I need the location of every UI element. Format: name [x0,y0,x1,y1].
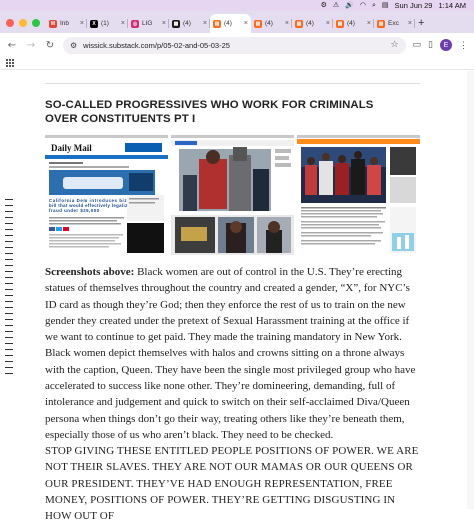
forward-button[interactable]: → [26,39,36,51]
divider [45,83,420,84]
svg-text:fraud under $25,000: fraud under $25,000 [49,208,99,213]
tab-close-icon[interactable]: × [407,20,412,27]
browser-tab[interactable] [333,14,374,33]
warning-icon[interactable]: ⚠ [332,1,340,9]
tab-title: (1) [101,20,109,27]
tab-title: Exc [388,20,399,27]
tab-close-icon[interactable]: × [202,20,207,27]
tab-title: (4) [183,20,191,27]
bookmark-star-icon[interactable]: ☆ [390,40,399,50]
apps-grid-icon[interactable] [6,59,14,67]
browser-toolbar [0,33,474,57]
tab-title: LIG [142,20,153,27]
tab-close-icon[interactable]: × [120,20,125,27]
caption-lead: Screenshots above: [45,266,135,278]
tabs-container [46,14,415,33]
tab-close-icon[interactable]: × [325,20,330,27]
menubar-date[interactable]: Sun Jun 29 [394,1,433,10]
cast-icon[interactable]: ▭ [412,40,422,50]
url-text[interactable]: wissick.substack.com/p/05-02-and-05-03-25 [83,40,230,50]
tab-close-icon[interactable]: × [284,20,289,27]
zoom-window-button[interactable] [32,19,40,27]
wifi-icon[interactable]: ◠ [359,1,366,9]
screenshot-image-news-article[interactable] [45,135,168,255]
tab-close-icon[interactable]: × [366,20,371,27]
browser-tab[interactable] [210,14,251,33]
daily-mail-logo: Daily Mail [51,143,92,153]
sidebar-icon[interactable]: ▯ [428,40,433,50]
browser-tab[interactable] [251,14,292,33]
browser-tab[interactable] [292,14,333,33]
tab-favicon-icon: ◎ [132,20,138,27]
screenshots-caption-paragraph [45,264,423,443]
caption-body: Black women are out of control in the U.S. They’re erecting statues of themselves throughout the country and created a gender, “X”, for NYC’s ID card as though they’re God; then they enforce the rest of us to train on the new gender they created under the pretext of Sexual Harassment training at the office if we want to continue to get paid. They made the training mandatory in New York. Black women depict themselves with halos and crowns sitting on a throne always with the caption, Queen. They have been the single most privileged group who have accelerated to success like none other. They’re domineering, demanding, full of intolerance and judgement and quick to switch on their self-acclaimed Diva/Queen persona when things don’t go their way, treating others like they’re beneath them, especially those of us who aren’t black. They need to be checked. [45,266,416,441]
tab-favicon-icon: ▦ [173,20,179,27]
browser-tab[interactable] [128,14,169,33]
screenshots-strip [45,135,420,255]
tab-close-icon[interactable]: × [79,20,84,27]
left-margin-marks [5,199,17,379]
macos-menubar [0,0,474,11]
tab-favicon-icon: X [90,20,98,28]
svg-text:California Dem introduces biza: California Dem introduces biz [49,198,127,203]
tab-title: (4) [265,20,273,27]
post-title: SO-CALLED PROGRESSIVES WHO WORK FOR CRIMINALS OVER CONSTITUENTS PT I [45,99,374,125]
tab-separator [414,19,415,28]
body-paragraph-2: STOP GIVING THESE ENTITLED PEOPLE POSITIONS OF POWER. WE ARE NOT THEIR SLAVES. THEY ARE NOT OUR MAMAS OR OUR QUEENS OR OUR PRESIDENT. THEY’VE HAD ENOUGH REPRESENTATION, FREE MONEY, POSITIONS OF POWER. THEY’RE GETTING DISGUSTING IN HOW OUT OF [45,445,419,523]
browser-tab[interactable] [169,14,210,33]
volume-icon[interactable]: 🔊 [345,1,354,9]
tab-strip [0,11,474,33]
tab-title: (4) [224,20,232,27]
page-content [0,71,474,523]
address-bar[interactable] [63,37,406,54]
svg-text:bill that would effectively le: bill that would effectively legaliz [49,203,128,208]
page-scrollbar[interactable] [467,71,474,509]
tab-favicon-icon: ▤ [214,20,220,27]
tab-title: Inb [60,20,70,27]
search-icon[interactable]: ⌕ [371,1,376,9]
menu-extra-icon[interactable]: ▤ [381,1,389,9]
tab-title: (4) [347,20,355,27]
tab-title: (4) [306,20,314,27]
tab-favicon-icon: M [50,20,56,27]
tab-close-icon[interactable]: × [161,20,166,27]
new-tab-button[interactable]: + [418,17,425,29]
tab-favicon-icon: ▤ [255,20,261,27]
tab-close-icon[interactable]: × [243,20,248,27]
close-window-button[interactable] [6,19,14,27]
browser-tab[interactable] [87,14,128,33]
tab-favicon-icon: ▤ [337,20,343,27]
reload-button[interactable]: ↻ [45,39,55,51]
browser-tab[interactable] [46,14,87,33]
control-center-icon[interactable]: ⚙ [320,1,327,9]
screenshot-image-social-post[interactable] [171,135,294,255]
menubar-time[interactable]: 1:14 AM [438,1,466,10]
profile-avatar[interactable]: E [440,39,452,51]
bookmarks-bar [0,57,474,70]
browser-tab[interactable] [374,14,415,33]
more-menu-icon[interactable]: ⋮ [459,39,468,50]
back-button[interactable]: ← [7,39,17,51]
site-info-icon[interactable]: ⚙ [70,40,78,50]
tab-favicon-icon: ▤ [378,20,384,27]
window-controls [0,19,46,33]
tab-favicon-icon: ▤ [296,20,302,27]
screenshot-image-crowd-article[interactable] [297,135,420,255]
minimize-window-button[interactable] [19,19,27,27]
